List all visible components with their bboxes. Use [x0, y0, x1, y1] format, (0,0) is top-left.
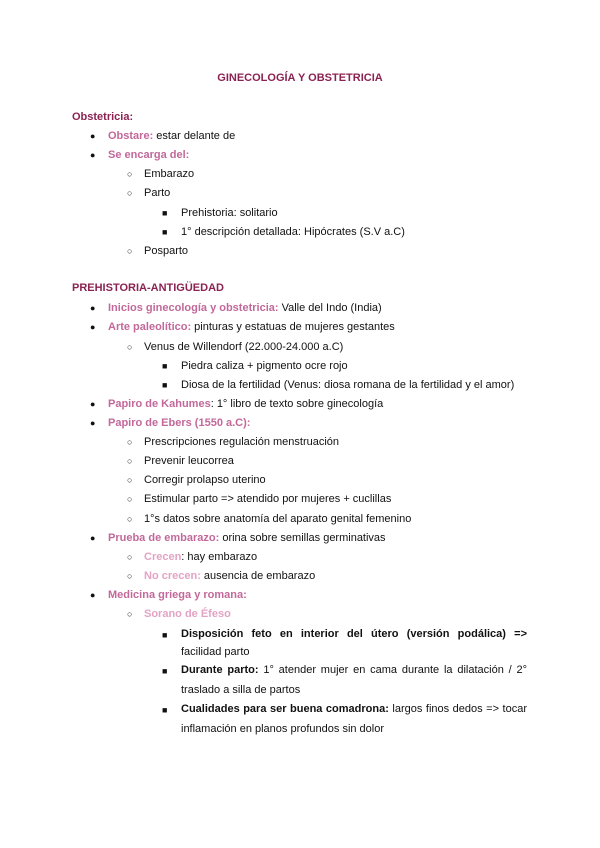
list-item: Piedra caliza + pigmento ocre rojo — [181, 360, 348, 372]
list-item — [108, 531, 386, 545]
circle-bullet-icon: ○ — [127, 456, 133, 466]
list-item — [108, 416, 250, 430]
list-item: Estimular parto => atendido por mujeres + cuclillas — [144, 493, 392, 505]
circle-bullet-icon: ○ — [127, 246, 133, 256]
square-bullet-icon: ■ — [162, 227, 168, 237]
square-bullet-icon: ■ — [162, 630, 168, 640]
list-item — [108, 320, 395, 334]
bullet-icon: ● — [90, 131, 96, 141]
bullet-icon: ● — [90, 590, 96, 600]
circle-bullet-icon: ○ — [127, 475, 133, 485]
term: Crecen — [144, 551, 182, 563]
list-item — [181, 625, 527, 644]
circle-bullet-icon: ○ — [127, 169, 133, 179]
list-item-continuation: traslado a silla de partos — [181, 684, 301, 696]
list-item: Posparto — [144, 245, 189, 257]
term: Papiro de Kahumes — [108, 398, 211, 410]
list-item: Prescripciones regulación menstruación — [144, 436, 340, 448]
term: Durante parto: — [181, 664, 259, 676]
item-text: ausencia de embarazo — [200, 570, 316, 582]
term: Sorano de Éfeso — [144, 608, 231, 620]
list-item — [181, 700, 527, 719]
bullet-icon: ● — [90, 303, 96, 313]
square-bullet-icon: ■ — [162, 705, 168, 715]
term: Inicios ginecología y obstetricia: — [108, 302, 279, 314]
term: Se encarga del: — [108, 149, 190, 161]
item-text: largos finos dedos => tocar — [388, 703, 527, 715]
term: Papiro de Ebers (1550 a.C): — [108, 417, 251, 429]
square-bullet-icon: ■ — [162, 208, 168, 218]
circle-bullet-icon: ○ — [127, 514, 133, 524]
term: Cualidades para ser buena comadrona: — [181, 703, 389, 715]
list-item — [144, 607, 231, 621]
section-heading-prehistoria: PREHISTORIA-ANTIGÜEDAD — [72, 282, 224, 294]
item-text: 1° atender mujer en cama durante la dilatación / 2° — [258, 664, 528, 676]
page-title: GINECOLOGÍA Y OBSTETRICIA — [217, 72, 383, 84]
list-item-continuation: facilidad parto — [181, 646, 250, 658]
list-item: Venus de Willendorf (22.000-24.000 a.C) — [144, 341, 344, 353]
circle-bullet-icon: ○ — [127, 437, 133, 447]
list-item: Prevenir leucorrea — [144, 455, 234, 467]
item-text: Valle del Indo (India) — [278, 302, 382, 314]
circle-bullet-icon: ○ — [127, 342, 133, 352]
bullet-icon: ● — [90, 399, 96, 409]
list-item: Prehistoria: solitario — [181, 207, 278, 219]
list-item — [144, 569, 315, 583]
list-item — [108, 148, 189, 162]
term: Medicina griega y romana: — [108, 589, 247, 601]
list-item: Embarazo — [144, 168, 195, 180]
list-item — [144, 550, 257, 564]
term: Disposición feto en interior del útero (versión podálica) => — [181, 628, 527, 640]
list-item — [181, 661, 527, 680]
circle-bullet-icon: ○ — [127, 571, 133, 581]
term: Prueba de embarazo: — [108, 532, 220, 544]
list-item: Parto — [144, 187, 171, 199]
item-text: : 1° libro de texto sobre ginecología — [210, 398, 384, 410]
list-item: Diosa de la fertilidad (Venus: diosa romana de la fertilidad y el amor) — [181, 379, 515, 391]
bullet-icon: ● — [90, 418, 96, 428]
circle-bullet-icon: ○ — [127, 609, 133, 619]
circle-bullet-icon: ○ — [127, 494, 133, 504]
bullet-icon: ● — [90, 150, 96, 160]
list-item — [108, 397, 383, 411]
list-item-continuation: inflamación en planos profundos sin dolor — [181, 723, 385, 735]
item-text: : hay embarazo — [181, 551, 258, 563]
term: Obstare: — [108, 130, 154, 142]
circle-bullet-icon: ○ — [127, 552, 133, 562]
item-text: estar delante de — [153, 130, 236, 142]
item-text: orina sobre semillas germinativas — [219, 532, 386, 544]
term: No crecen: — [144, 570, 201, 582]
bullet-icon: ● — [90, 322, 96, 332]
bullet-icon: ● — [90, 533, 96, 543]
list-item: Corregir prolapso uterino — [144, 474, 266, 486]
list-item: 1° descripción detallada: Hipócrates (S.V a.C) — [181, 226, 405, 238]
square-bullet-icon: ■ — [162, 380, 168, 390]
list-item — [108, 301, 382, 315]
list-item: 1°s datos sobre anatomía del aparato genital femenino — [144, 513, 412, 525]
list-item — [108, 129, 235, 143]
circle-bullet-icon: ○ — [127, 188, 133, 198]
item-text: pinturas y estatuas de mujeres gestantes — [191, 321, 395, 333]
list-item — [108, 588, 247, 602]
term: Arte paleolítico: — [108, 321, 192, 333]
square-bullet-icon: ■ — [162, 361, 168, 371]
square-bullet-icon: ■ — [162, 666, 168, 676]
section-heading-obstetricia: Obstetricia: — [72, 111, 134, 123]
